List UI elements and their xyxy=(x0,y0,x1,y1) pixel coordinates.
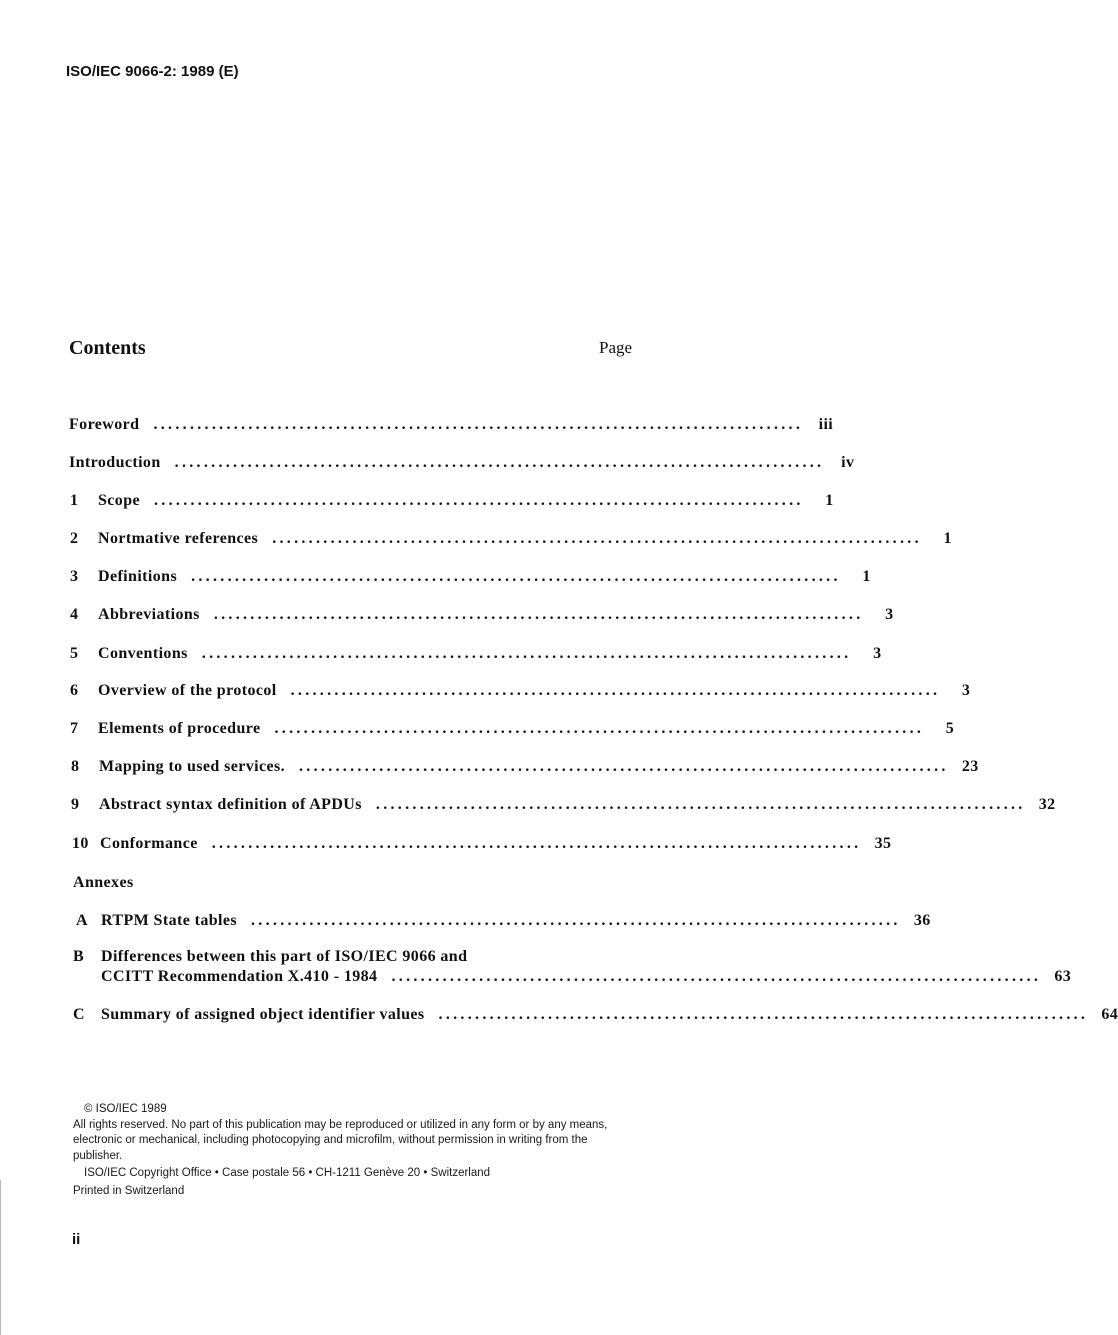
toc-entry-title: Abstract syntax definition of APDUs xyxy=(99,796,362,813)
toc-annex-title: Summary of assigned object identifier values xyxy=(101,1006,425,1023)
toc-entry-normative-references[interactable] xyxy=(70,530,952,548)
copyright-notice xyxy=(73,1102,613,1199)
toc-annex-title-line2: CCITT Recommendation X.410 - 1984 xyxy=(101,968,378,985)
toc-dot-leader: ......................................................................................... xyxy=(290,682,941,699)
page-column-label: Page xyxy=(599,338,633,357)
toc-entry-number: 7 xyxy=(70,720,79,737)
toc-entry-page: 35 xyxy=(874,835,892,852)
toc-entry-foreword[interactable] xyxy=(69,416,834,434)
toc-entry-abbreviations[interactable] xyxy=(70,606,894,624)
toc-entry-number: 6 xyxy=(70,682,79,699)
toc-dot-leader: ......................................................................................... xyxy=(154,492,804,509)
toc-dot-leader: ......................................................................................... xyxy=(201,645,852,662)
toc-entry-number: 10 xyxy=(72,835,89,852)
toc-entry-number: 9 xyxy=(71,796,80,813)
toc-entry-conventions[interactable] xyxy=(70,645,882,663)
toc-dot-leader: ......................................................................................... xyxy=(438,1006,1089,1023)
scan-edge-divider xyxy=(0,1180,1,1335)
toc-entry-title: Conventions xyxy=(98,645,188,662)
printed-in-text: Printed in Switzerland xyxy=(73,1184,185,1197)
toc-annex-a[interactable] xyxy=(76,912,931,930)
annexes-heading: Annexes xyxy=(73,874,134,891)
toc-entry-page: 3 xyxy=(961,682,971,699)
toc-entry-definitions[interactable] xyxy=(70,568,871,586)
toc-entry-number: 8 xyxy=(71,758,80,775)
document-identifier: ISO/IEC 9066-2: 1989 (E) xyxy=(66,63,239,80)
toc-entry-page: 3 xyxy=(885,606,894,623)
toc-entry-title: Definitions xyxy=(98,568,178,585)
toc-entry-title: Mapping to used services. xyxy=(99,758,285,775)
toc-dot-leader: ......................................................................................... xyxy=(213,606,864,623)
toc-dot-leader: ......................................................................................... xyxy=(211,835,862,852)
toc-entry-page: 23 xyxy=(961,758,979,775)
toc-entry-number: 5 xyxy=(70,645,79,662)
toc-annex-page: 63 xyxy=(1054,968,1072,985)
toc-dot-leader: ......................................................................................... xyxy=(191,568,841,585)
toc-entry-title: Scope xyxy=(98,492,140,509)
toc-entry-number: 1 xyxy=(70,492,79,509)
toc-entry-title: Elements of procedure xyxy=(98,720,261,737)
toc-entry-mapping[interactable] xyxy=(71,758,979,776)
rights-reserved-text: All rights reserved. No part of this publication may be reproduced or utilized in any form or by any means, electronic or mechanical, including photocopying and microfilm, without permission in writing from the publisher. xyxy=(73,1118,608,1162)
contents-heading: Contents xyxy=(69,337,146,359)
toc-annex-page: 36 xyxy=(913,912,931,929)
toc-entry-page: iv xyxy=(841,454,855,471)
toc-entry-overview[interactable] xyxy=(70,682,971,700)
toc-entry-page: iii xyxy=(818,416,834,433)
toc-dot-leader: ......................................................................................... xyxy=(153,416,804,433)
toc-entry-title: Foreword xyxy=(69,416,140,433)
toc-dot-leader: ......................................................................................... xyxy=(375,796,1026,813)
toc-annex-title-line1: Differences between this part of ISO/IEC 9066 and xyxy=(101,948,468,965)
toc-dot-leader: ......................................................................................... xyxy=(174,454,825,471)
toc-dot-leader: ......................................................................................... xyxy=(251,912,901,929)
toc-dot-leader: ......................................................................................... xyxy=(391,968,1042,985)
toc-annex-b-heading[interactable] xyxy=(73,948,467,966)
toc-annex-b[interactable] xyxy=(101,968,1072,986)
toc-annex-page: 64 xyxy=(1101,1006,1118,1023)
toc-annex-letter: C xyxy=(73,1006,85,1023)
toc-entry-number: 2 xyxy=(70,530,79,547)
toc-entry-page: 32 xyxy=(1038,796,1056,813)
toc-annex-letter: A xyxy=(76,912,88,929)
toc-annex-letter: B xyxy=(73,948,85,965)
toc-dot-leader: ......................................................................................... xyxy=(272,530,922,547)
toc-entry-introduction[interactable] xyxy=(69,454,855,472)
toc-dot-leader: ......................................................................................... xyxy=(299,758,949,775)
toc-entry-elements-of-procedure[interactable] xyxy=(70,720,955,738)
toc-entry-number: 3 xyxy=(70,568,79,585)
toc-entry-page: 5 xyxy=(945,720,955,737)
toc-entry-title: Overview of the protocol xyxy=(98,682,277,699)
toc-entry-conformance[interactable] xyxy=(72,835,892,853)
page-number: ii xyxy=(72,1231,81,1248)
toc-dot-leader: ......................................................................................... xyxy=(274,720,925,737)
toc-entry-title: Abbreviations xyxy=(98,606,200,623)
copyright-line: © ISO/IEC 1989 xyxy=(84,1103,167,1115)
toc-entry-title: Introduction xyxy=(69,454,161,471)
toc-entry-number: 4 xyxy=(70,606,79,623)
toc-entry-scope[interactable] xyxy=(70,492,834,510)
toc-entry-title: Conformance xyxy=(100,835,198,852)
toc-entry-abstract-syntax[interactable] xyxy=(71,796,1056,814)
toc-annex-title: RTPM State tables xyxy=(101,912,237,929)
toc-entry-title: Nortmative references xyxy=(98,530,259,547)
toc-entry-page: 1 xyxy=(943,530,952,547)
toc-annex-c[interactable] xyxy=(73,1006,1118,1024)
copyright-office-address: ISO/IEC Copyright Office • Case postale 56 • CH-1211 Genève 20 • Switzerland xyxy=(84,1167,491,1179)
toc-entry-page: 3 xyxy=(873,645,882,662)
toc-entry-page: 1 xyxy=(825,492,834,509)
toc-entry-page: 1 xyxy=(862,568,871,585)
